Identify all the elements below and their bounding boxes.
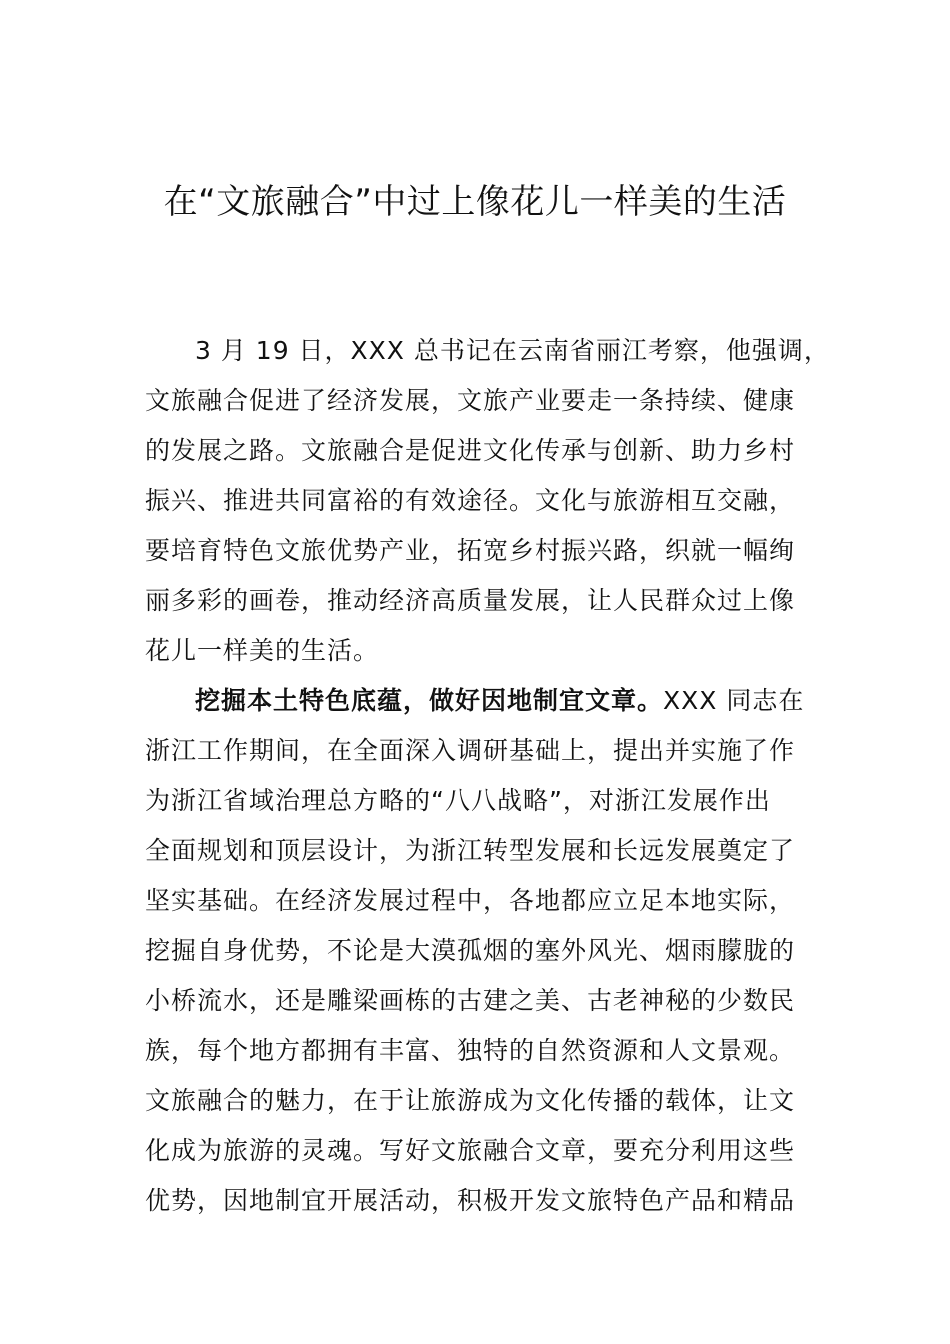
paragraph-line: 文旅融合的魅力，在于让旅游成为文化传播的载体，让文 <box>145 1086 796 1115</box>
paragraph-line: 3 月 19 日，XXX 总书记在云南省丽江考察，他强调， <box>195 336 830 365</box>
paragraph-line: 坚实基础。在经济发展过程中，各地都应立足本地实际， <box>145 886 796 915</box>
paragraph-line: 浙江工作期间，在全面深入调研基础上，提出并实施了作 <box>145 736 796 765</box>
paragraph-first-line <box>145 676 807 726</box>
paragraph-line: 为浙江省域治理总方略的“八八战略”，对浙江发展作出 <box>145 786 771 815</box>
paragraph-line: 优势，因地制宜开展活动，积极开发文旅特色产品和精品 <box>145 1186 796 1215</box>
paragraph-line: 小桥流水，还是雕梁画栋的古建之美、古老神秘的少数民 <box>145 986 796 1015</box>
paragraph-2 <box>145 676 807 1226</box>
paragraph-line: 振兴、推进共同富裕的有效途径。文化与旅游相互交融， <box>145 486 796 515</box>
paragraph-line: 花儿一样美的生活。 <box>145 636 380 665</box>
paragraph-line-continuation: XXX 同志在 <box>663 686 805 715</box>
paragraph-line: 要培育特色文旅优势产业，拓宽乡村振兴路，织就一幅绚 <box>145 536 796 565</box>
paragraph-line: 的发展之路。文旅融合是促进文化传承与创新、助力乡村 <box>145 436 796 465</box>
paragraph-line: 挖掘自身优势，不论是大漠孤烟的塞外风光、烟雨朦胧的 <box>145 936 796 965</box>
paragraph-line: 化成为旅游的灵魂。写好文旅融合文章，要充分利用这些 <box>145 1136 796 1165</box>
paragraph-line: 文旅融合促进了经济发展，文旅产业要走一条持续、健康 <box>145 386 796 415</box>
document-title: 在“文旅融合”中过上像花儿一样美的生活 <box>163 182 787 222</box>
paragraph-1 <box>145 326 830 676</box>
paragraph-line: 全面规划和顶层设计，为浙江转型发展和长远发展奠定了 <box>145 836 796 865</box>
paragraph-line: 族，每个地方都拥有丰富、独特的自然资源和人文景观。 <box>145 1036 796 1065</box>
paragraph-line: 丽多彩的画卷，推动经济高质量发展，让人民群众过上像 <box>145 586 796 615</box>
section-lead: 挖掘本土特色底蕴，做好因地制宜文章。 <box>195 686 664 715</box>
